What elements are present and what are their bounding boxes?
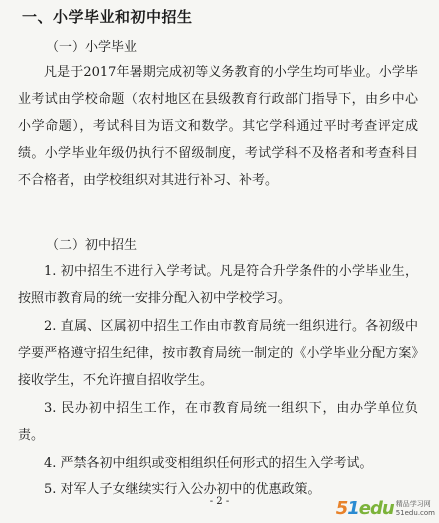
junior-item-4: 4. 严禁各初中组织或变相组织任何形式的招生入学考试。 xyxy=(44,456,373,471)
watermark-line: 51edu.com xyxy=(395,508,435,517)
page-number: - 2 - xyxy=(209,496,230,507)
junior-item-3: 3. 民办初中招生工作，在市教育局统一组织下，由办学单位负责。 xyxy=(18,401,418,443)
watermark-line: 精品学习网 xyxy=(395,499,431,508)
site-watermark xyxy=(336,498,435,519)
watermark-logo xyxy=(336,498,394,519)
junior-enrollment-subheading: （二）初中招生 xyxy=(46,238,138,253)
junior-item-5: 5. 对军人子女继续实行入公办初中的优惠政策。 xyxy=(44,482,321,497)
junior-item-2: 2. 直属、区属初中招生工作由市教育局统一组织进行。各初级中学要严格遵守招生纪律，按市教育局统一制定的《小学毕业分配方案》接收学生，不允许擅自招收学生。 xyxy=(18,319,418,388)
watermark-logo-part: 1 xyxy=(347,498,359,519)
watermark-logo-part: 5 xyxy=(335,498,348,519)
watermark-logo-part: edu xyxy=(358,498,394,519)
section-heading: 一、小学毕业和初中招生 xyxy=(22,8,193,26)
junior-item-1: 1. 初中招生不进行入学考试。凡是符合升学条件的小学毕业生，按照市教育局的统一安排分配入初中学校学习。 xyxy=(18,264,418,306)
primary-graduation-subheading: （一）小学毕业 xyxy=(46,40,138,55)
watermark-text xyxy=(396,500,435,518)
primary-graduation-paragraph: 凡是于2017年暑期完成初等义务教育的小学生均可毕业。小学毕业考试由学校命题（农村地区在县级教育行政部门指导下，由乡中心小学命题），考试科目为语文和数学。其它学科通过平时考查评定成绩。小学毕业年级仍执行不留级制度，考试学科不及格者和考查科目不合格者，由学校组织对其进行补习、补考。 xyxy=(18,65,418,188)
